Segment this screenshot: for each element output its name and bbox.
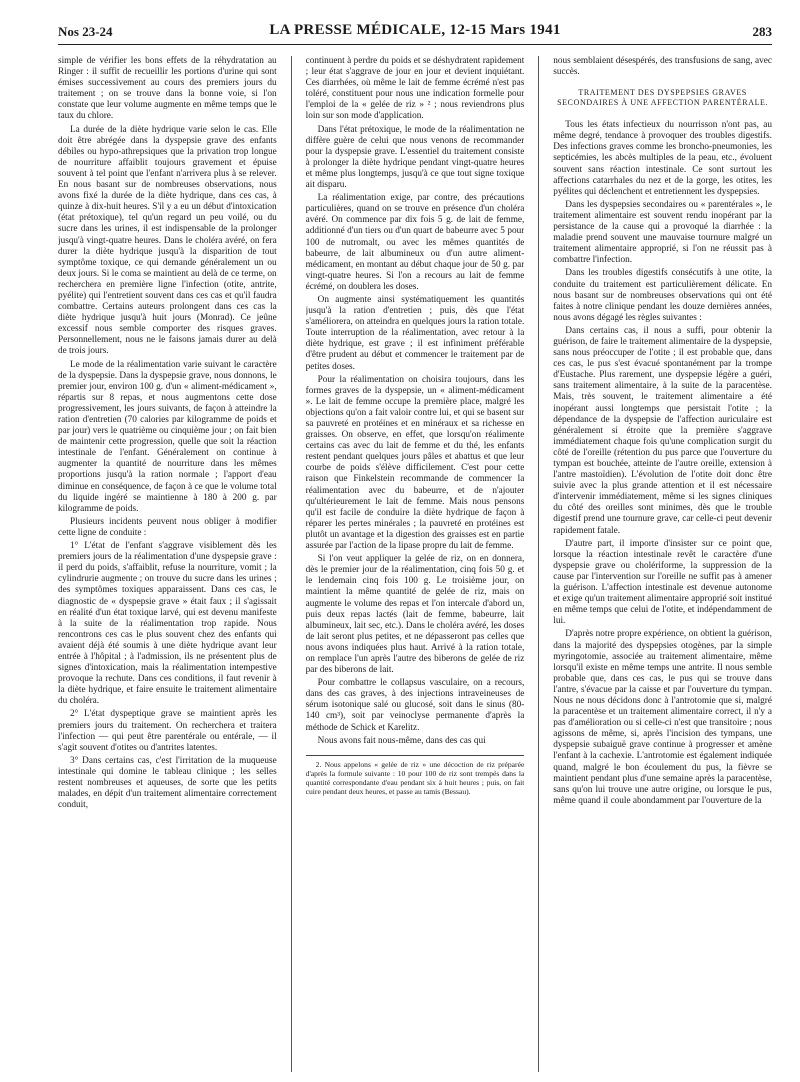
paragraph: La durée de la diète hydrique varie selon le cas. Elle doit être abrégée dans la dyspepsie grave des enfants débiles ou hypo-athrepsiques que la privation trop longue de nourriture affaiblit toujours gravement et épuise souvent à tel point que l'enfant n'arrivera plus à se relever. En nous basant sur de nombreuses observations, nous avons fixé la durée de la diète hydrique, dans ces cas, à quinze à dix-huit heures. S'il y a eu un début d'intoxication (état prétoxique), tel qu'un regard un peu voilé, ou du sucre dans les urines, il est indispensable de la prolonger jusqu'à vingt-quatre heures. Dans le choléra avéré, on fera durer la diète hydrique jusqu'à la disparition de tout symptôme toxique, ce qui demande généralement un ou deux jours. Si le coma se maintient au delà de ce terme, on recherchera en première ligne l'infection (otite, antrite, pyélite) qui l'entretient souvent dans ces cas et qu'il faudra combattre. Certains auteurs prolongent dans ces cas la diète hydrique jusqu'à huit jours (Monrad). Ce jeûne excessif nous semble comporter des risques graves. Personnellement, nous ne le faisons jamais durer au delà de trois jours.: [58, 124, 277, 357]
page-header: [58, 22, 772, 45]
paragraph: nous semblaient désespérés, des transfusions de sang, avec succès.: [553, 56, 772, 78]
paragraph: Dans les troubles digestifs consécutifs à une otite, la conduite du traitement est particulièrement délicate. En nous basant sur de nombreuses observations qui ont été faites à notre clinique pendant les douze dernières années, nous avons dégagé les règles suivantes :: [553, 268, 772, 323]
paragraph: 2° L'état dyspeptique grave se maintient après les premiers jours du traitement. On recherchera et traitera l'infection — qui peut être parentérale ou entérale, — il s'agit souvent d'otites ou d'antrites latentes.: [58, 709, 277, 753]
paragraph: D'autre part, il importe d'insister sur ce point que, lorsque la réaction intestinale revêt le caractère d'une dyspepsie grave ou cholériforme, la suppression de la cause par l'intervention sur l'oreille ne suffit pas à amener la guérison. L'affection intestinale est devenue autonome et exige qu'un traitement alimentaire approprié soit institué en même temps que celui de l'otite, et indépendamment de lui.: [553, 538, 772, 627]
column-2: [306, 56, 525, 1072]
paragraph: 3° Dans certains cas, c'est l'irritation de la muqueuse intestinale qui domine le tableau clinique ; les selles restent nombreuses et aqueuses, de sorte que les petits malades, en dépit d'un traitement alimentaire correctement conduit,: [58, 755, 277, 811]
footnote: [306, 755, 525, 797]
paragraph: D'après notre propre expérience, on obtient la guérison, dans la majorité des dyspepsies otogènes, par la simple myringotomie, associée au traitement alimentaire, même lorsqu'il existe en même temps une antrite. Il nous semble probable que, dans ces cas, le pus qui se trouve dans l'antre, s'évacue par la caisse et par l'ouverture du tympan. Nous ne nous décidons donc à l'antrotomie que si, malgré la paracentèse et un traitement alimentaire correct, il n'y a pas d'amélioration ou si celle-ci n'est que transitoire ; nous agissons de même, si, après l'incision des tympans, une dyspepsie subaiguë grave continue à progresser et amène l'enfant à la cachexie. L'antrotomie est également indiquée quand, malgré le bon écoulement du pus, la fièvre se maintient pendant plus d'une semaine après la paracentèse, sans qu'on lui trouve une autre origine, ou lorsque le pus, même quand il coule abondamment par l'ouverture de la: [553, 629, 772, 806]
column-1: [58, 56, 277, 1072]
footnote-text: 2. Nous appelons « gelée de riz » une décoction de riz préparée d'après la formule suivante : 10 pour 100 de riz sont trempés dans la quantité correspondante d'eau pendant six à huit heures ; puis, on fait cuire pendant deux heures, et passe au tamis (Bessau).: [305, 759, 525, 797]
paragraph: Dans l'état prétoxique, le mode de la réalimentation ne diffère guère de celui que nous venons de recommander pour la dyspepsie grave. L'essentiel du traitement consiste à prolonger la diète hydrique pendant vingt-quatre heures et même plus longtemps, jusqu'à ce que tout signe toxique ait disparu.: [305, 124, 525, 191]
paragraph: simple de vérifier les bons effets de la réhydratation au Ringer : il suffit de recueillir les portions d'urine qui sont émises successivement au cours des premiers jours du traitement ; on se trouve dans la bonne voie, si l'on constate que leur volume augmente en même temps que le taux du chlore.: [58, 56, 277, 122]
paragraph: Dans les dyspepsies secondaires ou « parentérales », le traitement alimentaire est souvent rendu inopérant par la persistance de la cause qui a provoqué la diarrhée : la maladie prend souvent une mauvaise tournure malgré un traitement alimentaire approprié, si l'on ne réussit pas à combattre l'infection.: [553, 199, 772, 266]
paragraph: La réalimentation exige, par contre, des précautions particulières, quand on se trouve en présence d'un choléra avéré. On commence par dix fois 5 g. de lait de femme, additionné d'un tiers ou d'un quart de babeurre avec 5 pour 100 de nutromalt, ou avec les mêmes quantités de babeurre, de lait albumineux ou d'un autre aliment-médicament, en montant au début chaque jour de 50 g. par vingt-quatre heures. Si l'on a recours au lait de femme écrémé, on doublera les doses.: [305, 193, 525, 292]
journal-title: LA PRESSE MÉDICALE, 12-15 Mars 1941: [269, 22, 561, 38]
paragraph: On augmente ainsi systématiquement les quantités jusqu'à la ration d'entretien ; puis, dès que l'état s'améliorera, on atteindra en quelques jours la ration totale. Toute interruption de la réalimentation, avec retour à la diète hydrique, est grave ; il est infiniment préférable d'être prudent au début et commencer le traitement par de petites doses.: [305, 294, 525, 372]
paragraph: Pour la réalimentation on choisira toujours, dans les formes graves de la dyspepsie, un « aliment-médicament ». Le lait de femme occupe la première place, malgré les objections qu'on a fait valoir contre lui, et qui se basent sur sa pauvreté en protéines et en minéraux et sa richesse en graisses. On observe, en effet, que lorsqu'on réalimente certains cas avec du lait de femme et du thé, les enfants restent pendant quelques jours pâles et abattus et que leur courbe de poids s'élève difficilement. C'est pour cette raison que Finkelstein recommande de commencer la réalimentation avec du babeurre, et de n'ajouter qu'ultérieurement le lait de femme. Mais nous pensons qu'il est facile de conduire la diète hydrique de façon à réparer les pertes minérales ; la pauvreté en protéines est plutôt un avantage et la digestion des graisses est en partie assurée par l'action de la lipase propre du lait de femme.: [305, 374, 525, 552]
paragraph: Nous avons fait nous-même, dans des cas qui: [317, 735, 486, 746]
paragraph: Si l'on veut appliquer la gelée de riz, on en donnera, dès le premier jour de la réalimentation, cinq fois 50 g. et le lendemain cinq fois 100 g. Le troisième jour, on maintient la même quantité de gelée de riz, mais on augmente le volume des repas et l'on intercale d'abord un, puis deux repas lactés (lait de femme, babeurre, lait albumineux, lait sec, etc.). Dans le choléra avéré, les doses de lait seront plus petites, et ne dépasseront pas celles que nous avons indiquées plus haut. Arrivé à la ration totale, on remplace l'un après l'autre des biberons de gelée de riz par des biberons de lait.: [305, 554, 525, 676]
paragraph: Plusieurs incidents peuvent nous obliger à modifier cette ligne de conduite :: [58, 516, 277, 538]
paragraph: 1° L'état de l'enfant s'aggrave visiblement dès les premiers jours de la réalimentation d'une dyspepsie grave : il perd du poids, s'affaiblit, refuse la nourriture, vomit ; la cylindrurie augmente ; on trouve du sucre dans les urines ; des symptômes toxiques apparaissent. Dans ces cas, le diagnostic de « dyspepsie grave » était faux ; il s'agissait en réalité d'un état toxique larvé, qui est devenu manifeste à la suite de la réalimentation trop rapide. Nous rencontrons ces cas le plus souvent chez des enfants qui avaient déjà été soumis à une diète hydrique avant leur entrée à l'hôpital ; à l'admission, ils ne présentent plus de signes d'intoxication, mais la réalimentation intempestive provoque la rechute. Dans ces conditions, il faut revenir à la diète hydrique, et faire ensuite le traitement alimentaire du choléra.: [58, 541, 277, 707]
column-rule: [291, 56, 292, 1072]
page-number: 283: [752, 24, 772, 39]
column-3: [553, 56, 772, 1072]
issue-number: Nos 23-24: [58, 24, 113, 39]
paragraph: Dans certains cas, il nous a suffi, pour obtenir la guérison, de faire le traitement alimentaire de la dyspepsie, sans nous préoccuper de l'otite ; il est probable que, dans ces cas, le pus s'est évacué spontanément par la trompe d'Eustache. Plus rarement, une dyspepsie légère a guéri, sans traitement alimentaire, à la suite de la paracentèse. Mais, très souvent, le traitement alimentaire a été inopérant aussi longtemps que persistait l'otite ; la dépendance de la dyspepsie de l'affection auriculaire est généralement si étroite que la première s'aggrave immédiatement chaque fois qu'une complication surgit du côté de l'oreille (rétention du pus parce que l'ouverture du tympan est bouchée, atteinte de l'autre oreille, extension à l'antre mastoïdien). L'évolution de l'otite doit donc être suivie avec la plus grande attention et il est nécessaire d'intervenir immédiatement, même si les signes cliniques du côté des oreilles sont minimes, dès que le trouble digestif prend une tournure grave, car celle-ci peut devenir rapidement fatale.: [553, 325, 772, 536]
paragraph: continuent à perdre du poids et se déshydratent rapidement ; leur état s'aggrave de jour en jour et devient inquiétant. Ces diarrhées, où même le lait de femme écrémé n'est pas toléré, constituent pour nous une indication formelle pour l'emploi de la « gelée de riz » ² ; nous reviendrons plus loin sur son mode d'application.: [305, 56, 525, 122]
paragraph: Tous les états infectieux du nourrisson n'ont pas, au même degré, tendance à provoquer des troubles digestifs. Des infections graves comme les broncho-pneumonies, les septicémies, les abcès multiples de la peau, etc., évoluent souvent sans réaction intestinale. Ce sont surtout les affections catarrhales du nez et de la gorge, les otites, les pyélites qui déclenchent et entretiennent les dyspepsies.: [553, 120, 772, 197]
paragraph: Pour combattre le collapsus vasculaire, on a recours, dans des cas graves, à des injections intraveineuses de sérum isotonique salé ou glucosé, soit dans le sinus (80-140 cm³), soit par veinoclyse permanente d'après la méthode de Schick et Karelitz.: [305, 678, 525, 733]
article-columns: [58, 56, 772, 1072]
column-rule: [538, 56, 539, 1072]
paragraph: Le mode de la réalimentation varie suivant le caractère de la dyspepsie. Dans la dyspepsie grave, nous donnons, le premier jour, environ 100 g. d'un « aliment-médicament », répartis sur 8 repas, et nous augmentons cette dose progressivement, les jours suivants, de façon à atteindre la ration d'entretien (70 calories par kilogramme de poids et par jour) vers le quatrième ou cinquième jour ; on fait bien de maintenir cette progression, quelle que soit la réaction intestinale de l'enfant. Généralement on continue à augmenter la quantité de nourriture dans les mêmes proportions jusqu'à la ration normale ; l'apport d'eau diminue en conséquence, de façon à ce que le volume total du liquide ingéré se maintienne à 180 à 200 g. par kilogramme de poids.: [58, 359, 277, 514]
section-heading: TRAITEMENT DES DYSPEPSIES GRAVES SECONDAIRES À UNE AFFECTION PARENTÉRALE.: [557, 88, 769, 108]
